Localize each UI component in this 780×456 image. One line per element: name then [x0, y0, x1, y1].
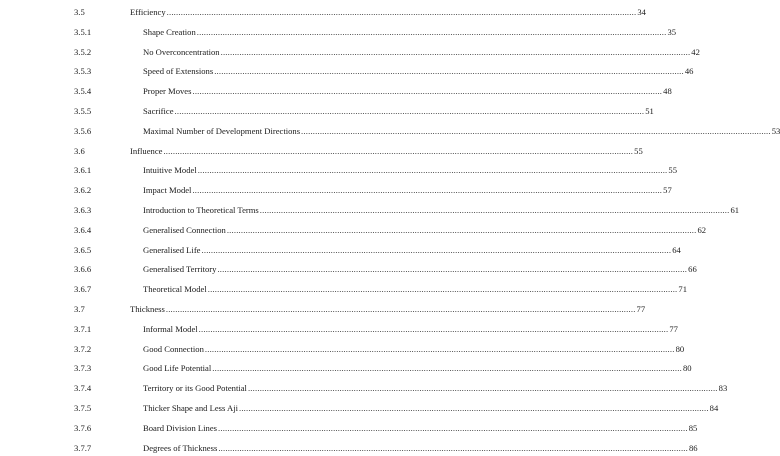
section-number: 3.7.4 [74, 383, 92, 394]
dot-leader: ........................................................................................................................................................................................................ [198, 323, 669, 334]
section-number: 3.6 [74, 145, 85, 156]
dot-leader: ........................................................................................................................................................................................................ [196, 26, 667, 37]
toc-row[interactable] [0, 420, 698, 436]
section-number: 3.6.2 [74, 185, 92, 196]
page-number: 61 [730, 205, 740, 215]
page-number: 84 [709, 403, 719, 413]
section-number: 3.5.6 [74, 125, 92, 136]
section-number: 3.5.3 [74, 66, 92, 77]
section-title: Proper Moves [143, 86, 192, 97]
page-number: 64 [672, 244, 681, 255]
section-title: Thicker Shape and Less Aji [143, 403, 238, 413]
page-number: 55 [634, 145, 643, 156]
section-title: Territory or its Good Potential [143, 383, 247, 394]
section-number: 3.7.7 [74, 442, 92, 453]
dot-leader: ........................................................................................................................................................................................................ [301, 125, 771, 136]
page-number: 86 [689, 442, 698, 453]
section-number: 3.5.1 [74, 26, 92, 37]
toc-row[interactable] [0, 321, 678, 337]
section-title: Generalised Territory [143, 264, 217, 275]
page-number: 55 [668, 165, 677, 176]
page-number: 85 [688, 422, 698, 433]
section-number: 3.7.5 [74, 403, 92, 413]
section-number: 3.5.4 [74, 86, 92, 97]
dot-leader: ........................................................................................................................................................................................................ [165, 304, 636, 314]
toc-row[interactable] [0, 123, 780, 139]
section-number: 3.7.6 [74, 422, 92, 433]
toc-entry [143, 242, 681, 258]
toc-row[interactable] [0, 222, 707, 238]
dot-leader: ........................................................................................................................................................................................................ [207, 284, 678, 295]
toc-entry [130, 4, 646, 20]
section-number: 3.7.1 [74, 323, 92, 334]
toc-row[interactable] [0, 261, 697, 277]
section-title: Maximal Number of Development Directions [143, 125, 301, 136]
section-title: Intuitive Model [143, 165, 197, 176]
toc-entry [143, 182, 672, 198]
toc-entry [143, 321, 678, 337]
toc-entry [143, 400, 719, 416]
page-number: 53 [771, 125, 780, 136]
section-number: 3.7.2 [74, 343, 92, 354]
dot-leader: ........................................................................................................................................................................................................ [166, 7, 637, 17]
toc-row[interactable] [0, 202, 740, 218]
toc-row[interactable] [0, 44, 700, 60]
section-title: Efficiency [130, 7, 166, 17]
dot-leader: ........................................................................................................................................................................................................ [217, 264, 688, 275]
toc-row[interactable] [0, 103, 654, 119]
toc-entry [143, 440, 698, 456]
page-number: 35 [667, 26, 677, 37]
toc-entry [143, 222, 707, 238]
section-title: Good Connection [143, 343, 204, 354]
toc-entry [143, 123, 780, 139]
page-number: 51 [645, 106, 654, 116]
dot-leader: ........................................................................................................................................................................................................ [174, 106, 645, 116]
section-number: 3.6.4 [74, 224, 92, 235]
section-title: Board Division Lines [143, 422, 217, 433]
toc-entry [143, 281, 687, 297]
toc-entry [143, 202, 740, 218]
dot-leader: ........................................................................................................................................................................................................ [218, 422, 688, 433]
section-title: Theoretical Model [143, 284, 207, 295]
section-title: Influence [130, 145, 163, 156]
toc-entry [143, 44, 700, 60]
page-number: 80 [682, 363, 692, 374]
section-number: 3.6.5 [74, 244, 92, 255]
toc-entry [143, 63, 694, 79]
dot-leader: ........................................................................................................................................................................................................ [247, 383, 718, 394]
toc-row[interactable] [0, 440, 698, 456]
section-title: Good Life Potential [143, 363, 212, 374]
dot-leader: ........................................................................................................................................................................................................ [163, 145, 634, 156]
toc-row[interactable] [0, 301, 646, 317]
section-number: 3.5 [74, 7, 85, 17]
toc-row[interactable] [0, 341, 685, 357]
page-number: 34 [637, 7, 646, 17]
dot-leader: ........................................................................................................................................................................................................ [259, 205, 730, 215]
toc-entry [143, 83, 672, 99]
page-number: 62 [697, 224, 707, 235]
dot-leader: ........................................................................................................................................................................................................ [192, 185, 663, 196]
dot-leader: ........................................................................................................................................................................................................ [214, 66, 684, 77]
toc-row[interactable] [0, 24, 677, 40]
section-title: Sacrifice [143, 106, 174, 116]
toc-row[interactable] [0, 182, 672, 198]
toc-row[interactable] [0, 143, 643, 159]
section-title: No Overconcentration [143, 46, 220, 57]
page-number: 46 [684, 66, 694, 77]
dot-leader: ........................................................................................................................................................................................................ [218, 442, 688, 453]
page-number: 71 [678, 284, 687, 295]
section-number: 3.7 [74, 304, 85, 314]
toc-row[interactable] [0, 162, 677, 178]
toc-row[interactable] [0, 400, 719, 416]
toc-row[interactable] [0, 281, 687, 297]
section-title: Introduction to Theoretical Terms [143, 205, 259, 215]
page-number: 83 [718, 383, 728, 394]
dot-leader: ........................................................................................................................................................................................................ [201, 244, 672, 255]
section-title: Shape Creation [143, 26, 196, 37]
toc-row[interactable] [0, 63, 694, 79]
section-number: 3.5.2 [74, 46, 92, 57]
section-number: 3.6.1 [74, 165, 92, 176]
toc-entry [143, 103, 654, 119]
section-number: 3.6.7 [74, 284, 92, 295]
section-title: Degrees of Thickness [143, 442, 218, 453]
page-number: 80 [675, 343, 685, 354]
section-title: Generalised Connection [143, 224, 226, 235]
toc-row[interactable] [0, 380, 728, 396]
dot-leader: ........................................................................................................................................................................................................ [192, 86, 663, 97]
toc-entry [143, 420, 698, 436]
page-number: 48 [663, 86, 672, 97]
toc-row[interactable] [0, 4, 646, 20]
dot-leader: ........................................................................................................................................................................................................ [204, 343, 675, 354]
section-number: 3.6.6 [74, 264, 92, 275]
section-title: Informal Model [143, 323, 198, 334]
page-number: 77 [636, 304, 646, 314]
dot-leader: ........................................................................................................................................................................................................ [197, 165, 668, 176]
page-number: 77 [669, 323, 678, 334]
toc-entry [143, 261, 697, 277]
toc-entry [143, 24, 677, 40]
dot-leader: ........................................................................................................................................................................................................ [220, 46, 691, 57]
toc-entry [143, 380, 728, 396]
toc-row[interactable] [0, 242, 681, 258]
page-number: 57 [663, 185, 672, 196]
section-title: Speed of Extensions [143, 66, 214, 77]
page-number: 66 [688, 264, 697, 275]
toc-entry [130, 301, 646, 317]
section-number: 3.7.3 [74, 363, 92, 374]
toc-entry [143, 341, 685, 357]
dot-leader: ........................................................................................................................................................................................................ [238, 403, 709, 413]
toc-entry [130, 143, 643, 159]
section-title: Generalised Life [143, 244, 201, 255]
dot-leader: ........................................................................................................................................................................................................ [212, 363, 682, 374]
dot-leader: ........................................................................................................................................................................................................ [226, 224, 697, 235]
section-title: Thickness [130, 304, 165, 314]
page-number: 42 [691, 46, 700, 57]
section-title: Impact Model [143, 185, 192, 196]
toc-row[interactable] [0, 360, 692, 376]
toc-row[interactable] [0, 83, 672, 99]
section-number: 3.6.3 [74, 205, 92, 215]
toc-entry [143, 162, 677, 178]
toc-entry [143, 360, 692, 376]
section-number: 3.5.5 [74, 106, 92, 116]
